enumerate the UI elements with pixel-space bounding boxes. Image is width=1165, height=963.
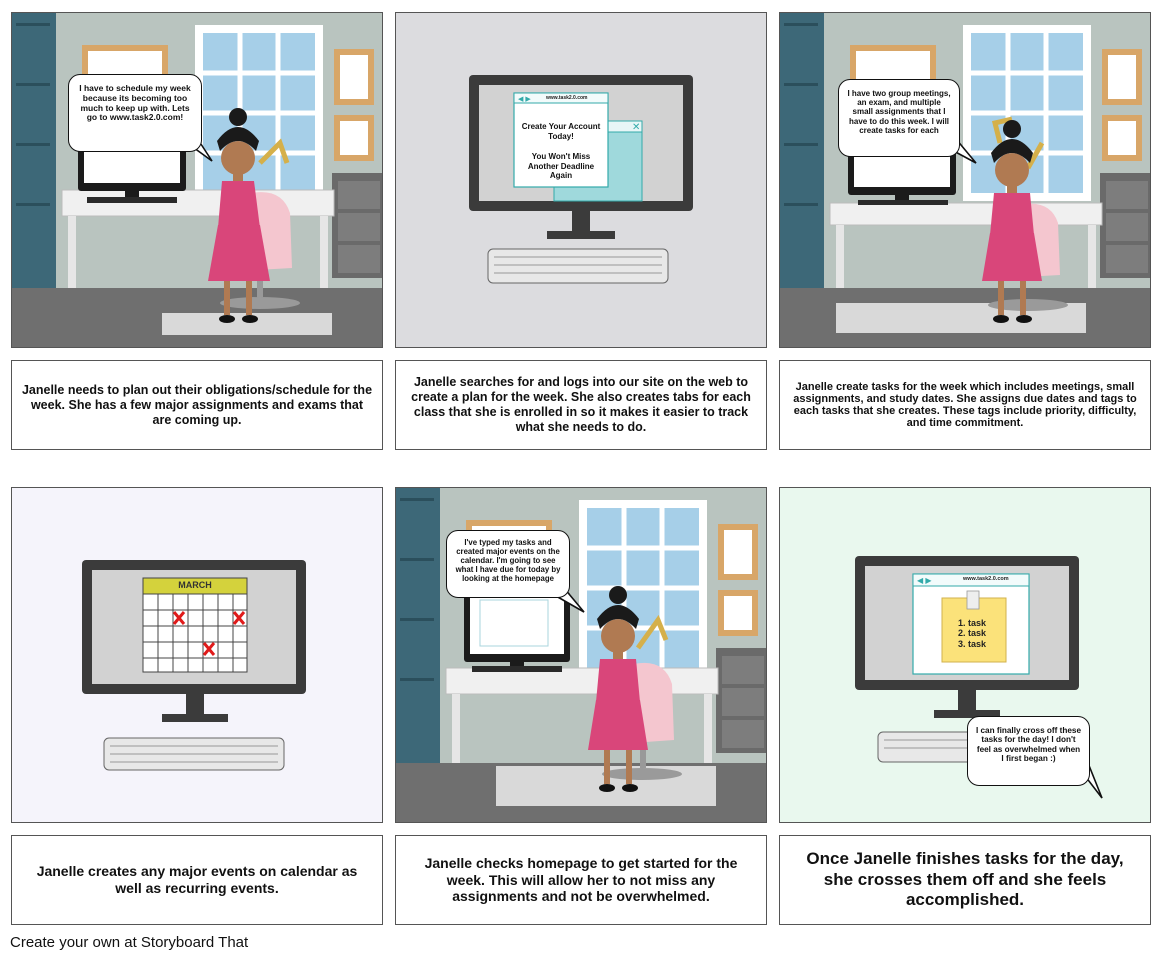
calendar-month: MARCH (178, 580, 212, 590)
panel-5-caption: Janelle checks homepage to get started for the week. This will allow her to not miss any assignments and not be overwhelmed. (395, 835, 767, 925)
bookshelf-icon (396, 488, 440, 763)
speech-bubble: I can finally cross off these tasks for the day! I don't feel as overwhelmed when I first began :) (967, 716, 1090, 786)
panel-4-caption: Janelle creates any major events on calendar as well as recurring events. (11, 835, 383, 925)
back-arrow-icon: ◀ ▶ (917, 576, 932, 585)
panel-2-scene (395, 12, 767, 348)
speech-bubble: I've typed my tasks and created major events on the calendar. I'm going to see what I have due for today by looking at the homepage (446, 530, 570, 598)
panel-1-caption: Janelle needs to plan out their obligations/schedule for the week. She has a few major assignments and exams that are coming up. (11, 360, 383, 450)
panel-3-caption: Janelle create tasks for the week which includes meetings, small assignments, and study dates. She assigns due dates and tags to each tasks that she creates. These tags include priority, difficulty, and time commitment. (779, 360, 1151, 450)
popup-body: You Won't Miss Another Deadline Again (527, 152, 595, 181)
keyboard-icon (104, 738, 284, 770)
popup-title: Create Your Account Today! (521, 122, 601, 141)
bookshelf-icon (12, 13, 56, 288)
calendar-icon (143, 578, 247, 672)
panel-5-scene (395, 487, 767, 823)
filing-cabinet-icon (716, 648, 767, 753)
speech-bubble: I have two group meetings, an exam, and multiple small assignments that I have to do this week. I will create tasks for each (838, 79, 960, 157)
storyboard-footer-link[interactable]: Create your own at Storyboard That (10, 934, 249, 951)
panel-6-caption: Once Janelle finishes tasks for the day, she crosses them off and she feels accomplished. (779, 835, 1151, 925)
speech-bubble: I have to schedule my week because its becoming too much to keep up with. Lets go to www.task2.0.com! (68, 74, 202, 152)
computer-monitor-icon (464, 592, 570, 672)
list-item: 1. task (958, 618, 987, 628)
panel-1-scene (11, 12, 383, 348)
list-item: 2. task (958, 628, 987, 639)
panel-3-scene (779, 12, 1151, 348)
browser-url: www.task2.0.com (963, 576, 1009, 582)
window-icon (579, 500, 707, 676)
panel-6-scene (779, 487, 1151, 823)
bookshelf-icon (780, 13, 824, 288)
list-item: 3. task (958, 638, 987, 649)
close-icon: ✕ (632, 122, 641, 133)
keyboard-icon (488, 249, 668, 283)
window-icon (195, 25, 323, 201)
sticky-note-items (958, 618, 1008, 649)
back-arrow-icon: ◀ ▶ (518, 96, 531, 103)
panel-4-scene (11, 487, 383, 823)
filing-cabinet-icon (332, 173, 383, 278)
browser-url: www.task2.0.com (546, 95, 588, 101)
panel-2-caption: Janelle searches for and logs into our site on the web to create a plan for the week. She also creates tabs for each class that she is enrolled in so it makes it easier to track what she needs to do. (395, 360, 767, 450)
filing-cabinet-icon (1100, 173, 1151, 278)
